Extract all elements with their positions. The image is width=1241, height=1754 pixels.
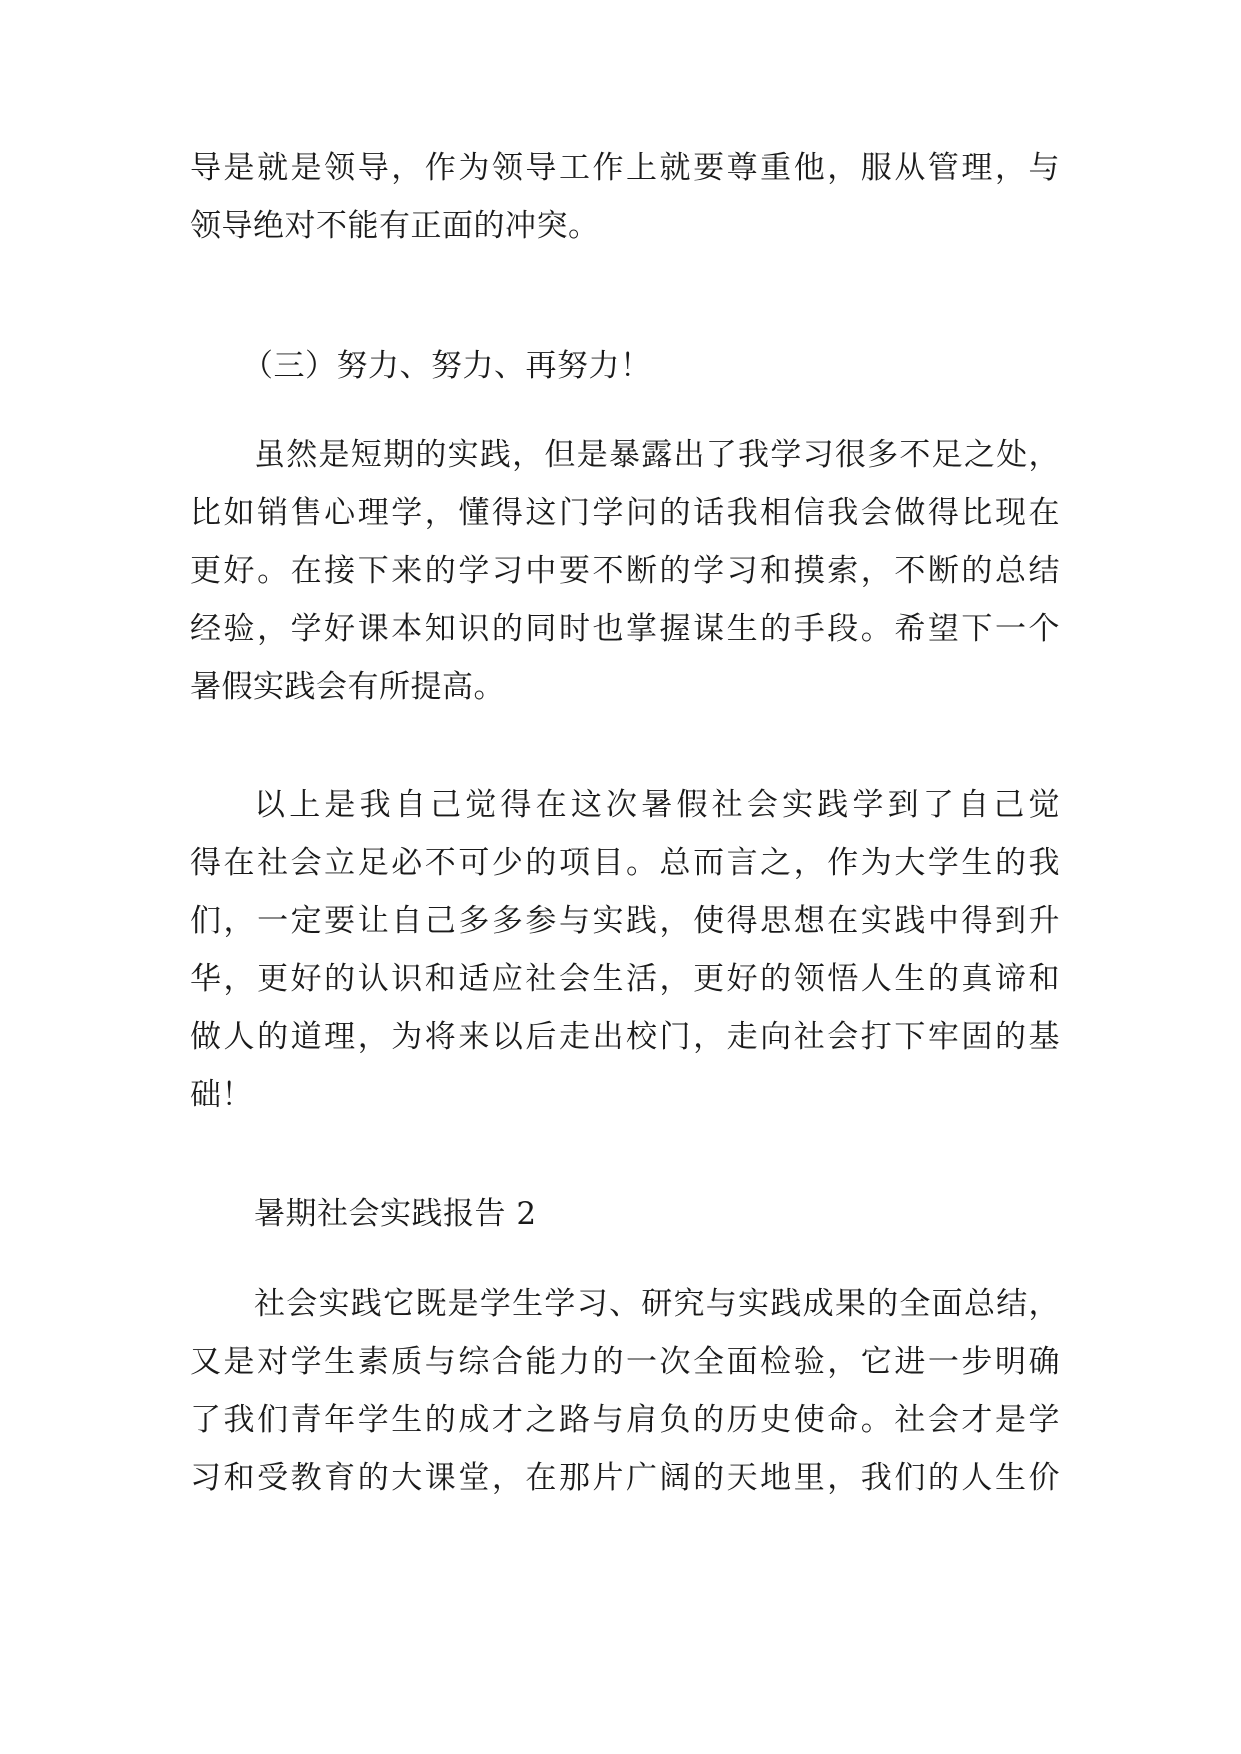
text-line: 得在社会立足必不可少的项目。总而言之，作为大学生的我 [190,845,1060,881]
text-line: 们，一定要让自己多多参与实践，使得思想在实践中得到升 [190,903,1060,939]
paragraph-summary [190,776,1060,1124]
text-line: 暑期社会实践报告 2 [254,1196,537,1232]
text-line: （三）努力、努力、再努力！ [242,348,652,384]
text-line: 做人的道理，为将来以后走出校门，走向社会打下牢固的基 [190,1019,1060,1055]
paragraph-effort [190,426,1060,716]
text-line: 暑假实践会有所提高。 [190,669,505,705]
text-line: 了我们青年学生的成才之路与肩负的历史使命。社会才是学 [190,1402,1060,1438]
text-line: 又是对学生素质与综合能力的一次全面检验，它进一步明确 [190,1344,1060,1380]
report-title [190,1185,1060,1243]
paragraph-continuation [190,139,1060,255]
text-line: 更好。在接下来的学习中要不断的学习和摸索，不断的总结 [190,553,1060,589]
section-heading [190,337,1060,395]
text-line: 社会实践它既是学生学习、研究与实践成果的全面总结， [254,1286,1060,1322]
text-line: 以上是我自己觉得在这次暑假社会实践学到了自己觉 [254,787,1060,823]
text-line: 础！ [190,1077,253,1113]
text-line: 经验，学好课本知识的同时也掌握谋生的手段。希望下一个 [190,611,1060,647]
text-line: 比如销售心理学，懂得这门学问的话我相信我会做得比现在 [190,495,1060,531]
text-line: 习和受教育的大课堂，在那片广阔的天地里，我们的人生价 [190,1460,1060,1496]
text-line: 华，更好的认识和适应社会生活，更好的领悟人生的真谛和 [190,961,1060,997]
paragraph-social-practice [190,1275,1060,1507]
text-line: 虽然是短期的实践，但是暴露出了我学习很多不足之处， [254,437,1060,473]
text-line: 导是就是领导，作为领导工作上就要尊重他，服从管理，与 [190,150,1060,186]
text-line: 领导绝对不能有正面的冲突。 [190,208,600,244]
